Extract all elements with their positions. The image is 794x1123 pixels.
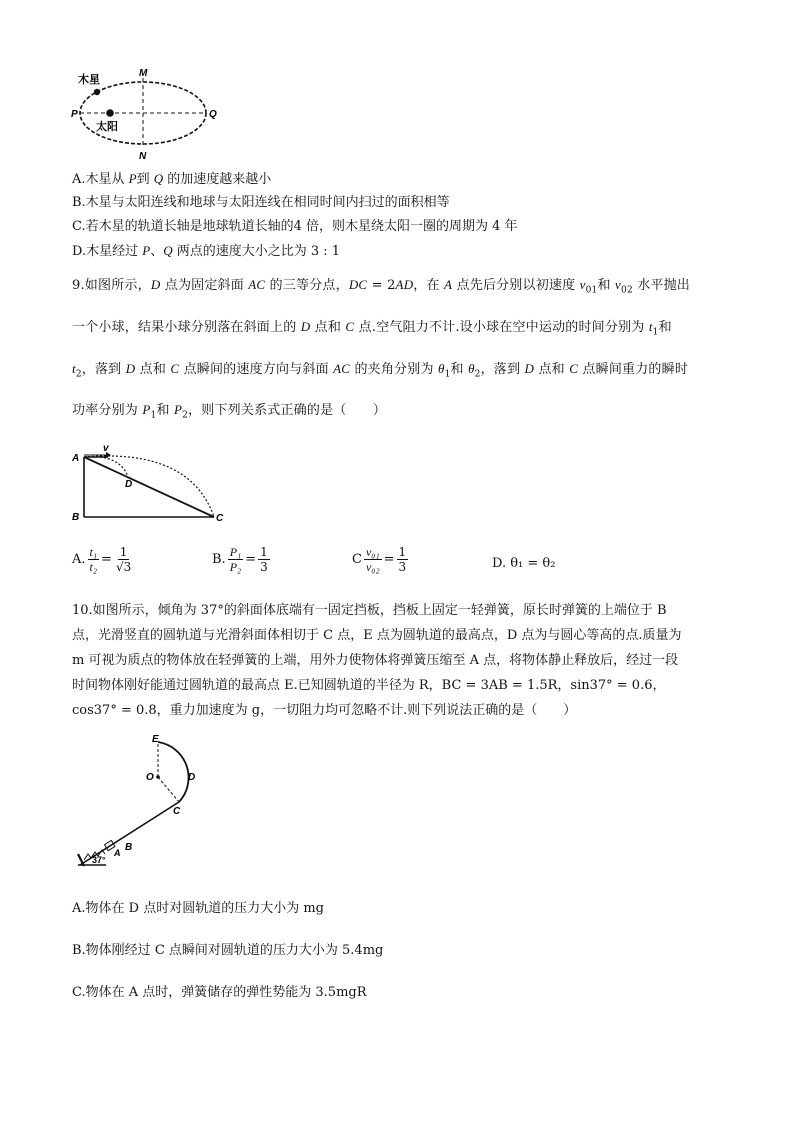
label-A: A (72, 453, 80, 464)
sun-dot (106, 109, 114, 117)
label-D: D (125, 479, 133, 490)
incline-AC (84, 457, 214, 517)
label-E: E (152, 734, 159, 745)
q10-stem-line-1: 10.如图所示，倾角为 37°的斜面体底端有一固定挡板，挡板上固定一轻弹簧，原长时弹簧的上端位于 B (72, 603, 667, 618)
q9-stem-line-2: 一个小球，结果小球分别落在斜面上的 D 点和 C 点.空气阻力不计.设小球在空中运动的时间分别为 $t_1$和 (72, 319, 672, 338)
q10-stem-line-4: 时间物体刚好能通过圆轨道的最高点 E.已知圆轨道的半径为 R，BC = 3AB = 1.5R，sin37° = 0.6， (72, 678, 666, 693)
q8-option-c: C.若木星的轨道长轴是地球轨道长轴的4 倍，则木星绕太阳一圈的周期为 4 年 (72, 219, 518, 234)
label-C: C (173, 806, 181, 817)
label-P: P (71, 109, 78, 120)
q9-option-a: A. $\frac{\text{t₁}}{\text{t₂}}$ = $\frac{1}{√3}$ (72, 545, 132, 574)
label-O: O (146, 772, 154, 783)
circular-track (158, 742, 189, 802)
radius-OC (158, 777, 179, 802)
q10-option-a: A.物体在 D 点时对圆轨道的压力大小为 mg (72, 901, 324, 916)
q10-option-b: B.物体刚经过 C 点瞬间对圆轨道的压力大小为 5.4mg (72, 943, 384, 958)
q9-stem-line-3: $t_2$，落到 D 点和 C 点瞬间的速度方向与斜面 AC 的夹角分别为 $\theta_1$和 $\theta_2$，落到 D 点和 C 点瞬间重力的瞬时 (72, 361, 689, 380)
q8-option-b: B.木星与太阳连线和地球与太阳连线在相同时间内扫过的面积相等 (72, 195, 450, 210)
label-sun: 太阳 (96, 121, 118, 133)
q8-option-a: A.木星从 P到 Q 的加速度越来越小 (72, 171, 272, 187)
label-Q: Q (209, 109, 217, 120)
label-A: A (114, 848, 121, 858)
label-angle: 37° (92, 855, 106, 865)
label-jupiter: 木星 (78, 74, 100, 86)
label-B: B (125, 842, 133, 853)
q10-stem-line-2: 点，光滑竖直的圆轨道与光滑斜面体相切于 C 点，E 点为圆轨道的最高点，D 点为与圆心等高的点.质量为 (72, 628, 682, 643)
incline-figure (70, 440, 230, 522)
q9-option-b: B. $\frac{\text{P₁}}{\text{P₂}}$ = $\frac{1}{3}$ (212, 545, 268, 574)
q9-stem-line-4: 功率分别为 $P_1$和 $P_2$，则下列关系式正确的是（ ） (72, 402, 387, 421)
label-C: C (216, 513, 224, 522)
q9-stem-line-1: 9.如图所示，D 点为固定斜面 AC 的三等分点，DC = 2AD，在 A 点先后分别以初速度 $v_{01}$和 $v_{02}$ 水平抛出 (72, 277, 691, 296)
label-N: N (139, 151, 147, 162)
label-M: M (139, 68, 148, 79)
center-O (156, 775, 160, 779)
q10-option-c: C.物体在 A 点时，弹簧储存的弹性势能为 3.5mgR (72, 985, 367, 1000)
orbit-figure (70, 66, 220, 162)
q10-stem-line-3: m 可视为质点的物体放在轻弹簧的上端，用外力使物体将弹簧压缩至 A 点，将物体静止释放后，经过一段 (72, 653, 679, 668)
q10-stem-line-5: cos37° = 0.8，重力加速度为 g，一切阻力均可忽略不计.则下列说法正确的是（ ） (72, 703, 577, 718)
track-figure (70, 730, 230, 875)
jupiter-dot (94, 89, 100, 95)
label-v: v (103, 443, 109, 454)
q9-option-c: C $\frac{\text{v₀₁}}{\text{v₀₂}}$ = $\frac{1}{3}$ (352, 545, 407, 574)
q9-option-d: D. θ₁ = θ₂ (492, 556, 556, 571)
q8-option-d: D.木星经过 P、Q 两点的速度大小之比为 3 : 1 (72, 243, 341, 259)
label-D: D (188, 772, 196, 783)
label-B: B (72, 512, 80, 522)
